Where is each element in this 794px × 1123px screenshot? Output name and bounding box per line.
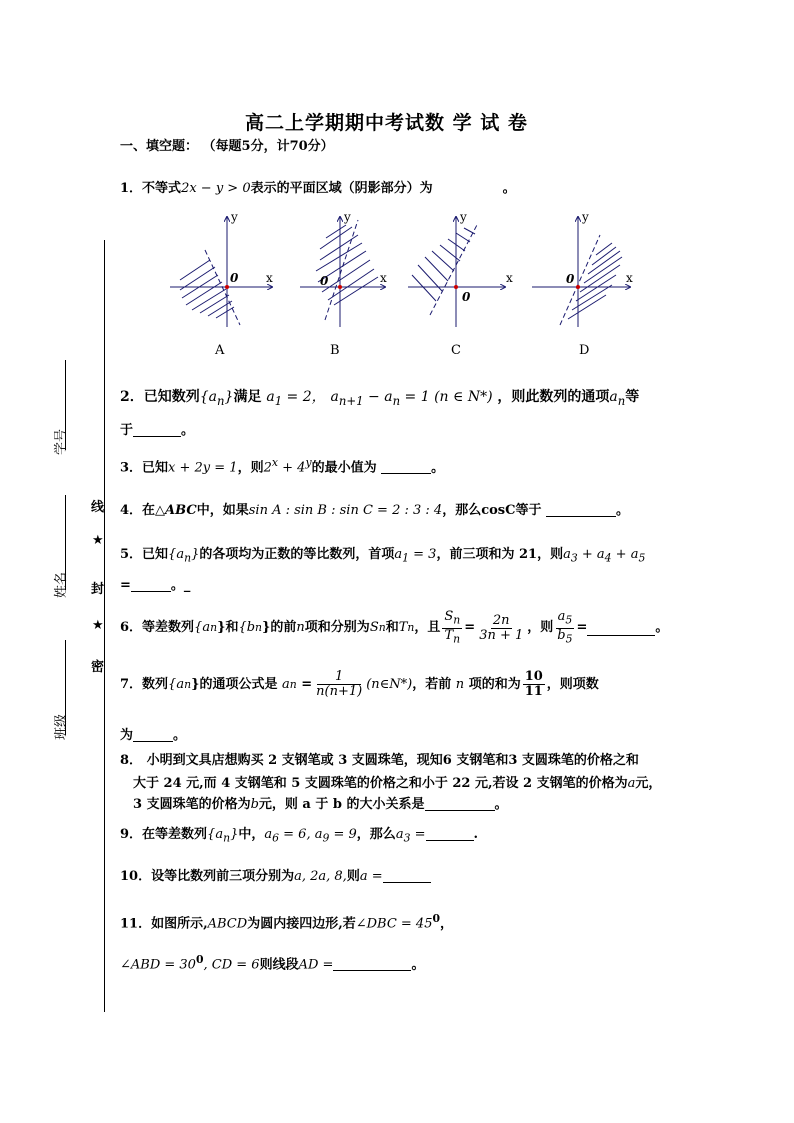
option-label-c: C (451, 343, 461, 358)
answer-blank[interactable] (381, 459, 431, 474)
svg-text:x: x (506, 271, 513, 285)
svg-text:y: y (460, 210, 467, 224)
question-4: 4．在△ABC中，如果sin A : sin B : sin C = 2 : 3 : 4，那么cosC等于 。 (120, 503, 630, 518)
question-5: 5．已知$\{a_n\}$的各项均为正数的等比数列，首项$a_1 = 3$，前三项和为 21，则$a_3 + a_4 + a_5$ (120, 547, 646, 565)
question-7: 7．数列 {a n } 的通项公式是 a n = $\frac{1}{n(n+1)}$ (n∈N*) ，若前 n 项的和为 $\frac{10}{11}$ ，则项数 (120, 669, 599, 699)
seal-seal-char: 封 (91, 582, 105, 597)
question-3: 3．已知x + 2y = 1，则$2^x + 4^y$的最小值为 。 (120, 456, 445, 476)
question-2-line-2: 于 。 (120, 423, 195, 438)
star-mark: ★ (92, 618, 104, 633)
name-line (65, 495, 67, 590)
option-label-d: D (579, 343, 590, 358)
graph-a (170, 210, 273, 327)
seal-line-char: 线 (91, 500, 105, 515)
class-line (65, 640, 67, 735)
answer-blank[interactable] (426, 826, 474, 841)
svg-text:0: 0 (230, 271, 239, 285)
question-7-line-2: 为 。 (120, 728, 187, 743)
svg-text:x: x (380, 271, 387, 285)
svg-text:y: y (231, 210, 238, 224)
svg-text:x: x (266, 271, 273, 285)
option-label-a: A (215, 343, 225, 358)
question-8-line-2: 大于 24 元,而 4 支钢笔和 5 支圆珠笔的价格之和小于 22 元,若设 2 支钢笔的价格为a元， (133, 776, 662, 791)
graph-d (532, 210, 633, 327)
student-id-line (65, 360, 67, 450)
answer-blank[interactable] (587, 621, 655, 636)
answer-blank[interactable] (333, 956, 411, 971)
question-10: 10．设等比数列前三项分别为a, 2a, 8,则a = (120, 868, 431, 886)
answer-blank[interactable] (546, 502, 616, 517)
label-class: 班级 (54, 713, 69, 740)
svg-text:y: y (344, 210, 351, 224)
binding-line (104, 240, 105, 1012)
answer-blank[interactable] (425, 796, 495, 811)
svg-text:0: 0 (566, 272, 575, 286)
inequality-graphs (160, 205, 660, 365)
label-name: 姓名 (54, 571, 69, 598)
seal-secret-char: 密 (91, 660, 105, 675)
label-student-id: 学号 (54, 428, 69, 455)
question-9: 9．在等差数列$\{a_n\}$中，$a_6 = 6$, $a_9 = 9$，那么$a_3$ = . (120, 827, 479, 845)
question-8: 8． 小明到文具店想购买 2 支钢笔或 3 支圆珠笔，现知6 支钢笔和3 支圆珠笔的价格之和 (120, 753, 639, 768)
answer-blank[interactable] (133, 727, 173, 742)
question-1: 1．不等式2x − y > 0表示的平面区域（阴影部分）为 。 (120, 181, 516, 196)
graph-b (300, 210, 387, 327)
svg-text:0: 0 (320, 274, 329, 288)
answer-blank[interactable] (131, 577, 171, 592)
question-11-line-2: ∠ABD = $30^0$, CD = 6则线段AD = 。 (120, 953, 425, 973)
svg-text:0: 0 (462, 290, 471, 304)
svg-text:y: y (582, 210, 589, 224)
question-8-line-3: 3 支圆珠笔的价格为b元，则 a 于 b 的大小关系是 。 (133, 797, 508, 812)
answer-blank[interactable] (383, 868, 431, 883)
question-2: 2．已知数列$\{a_n\}$满足 $a_1 = 2$， $a_{n+1} - a_n = 1$ (n ∈ N*) ，则此数列的通项$a_n$等 (120, 389, 640, 408)
question-5-line-2: = 。_ (120, 578, 191, 593)
page-title: 高二上学期期中考试数 学 试 卷 (245, 112, 528, 134)
question-11: 11．如图所示,ABCD为圆内接四边形,若∠DBC = $45^0$， (120, 912, 454, 932)
star-mark: ★ (92, 533, 104, 548)
svg-text:x: x (626, 271, 633, 285)
answer-blank[interactable] (133, 422, 181, 437)
option-label-b: B (330, 343, 340, 358)
section-heading: 一、填空题： （每题5分，计70分） (120, 139, 334, 154)
question-6: 6．等差数列 {a n } 和 {b n } 的前 n 项和分别为 S n 和 T n ，且 $\frac{S_n}{T_n}$ = $\frac{2n}{3n + 1}$ ，则 $\frac{a_5}{b_5}$ = 。 (120, 609, 669, 646)
graph-c (408, 210, 513, 327)
